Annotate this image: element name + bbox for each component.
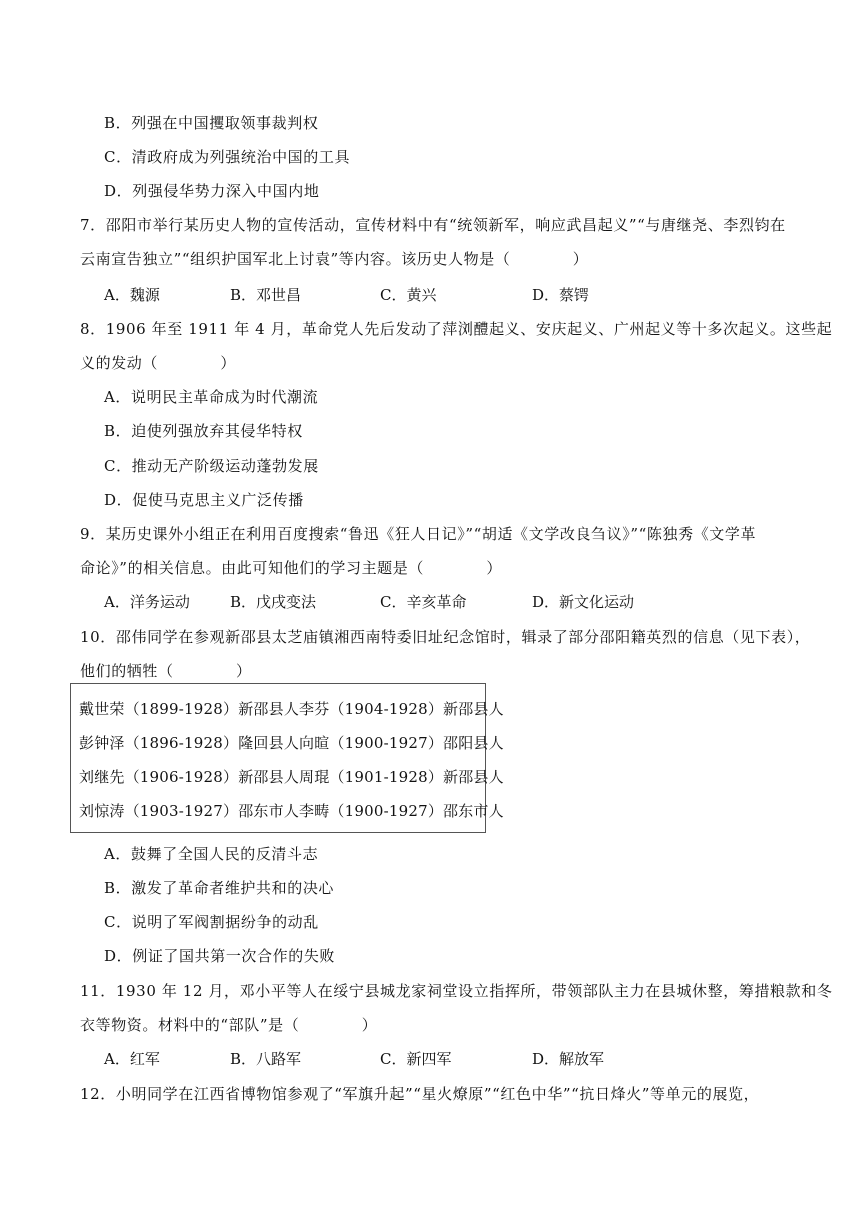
q7-option-b: B．邓世昌	[230, 286, 302, 304]
q7-option-d: D．蔡锷	[532, 286, 590, 304]
q11-option-d: D．解放军	[532, 1050, 605, 1068]
q8-option-c: C．推动无产阶级运动蓬勃发展	[104, 457, 319, 475]
q7-option-c: C．黄兴	[380, 286, 437, 304]
q8-stem-line1: 8．1906 年至 1911 年 4 月，革命党人先后发动了萍浏醴起义、安庆起义、广州起义等十多次起义。这些起	[80, 320, 833, 338]
q11-stem-line1: 11．1930 年 12 月，邓小平等人在绥宁县城龙家祠堂设立指挥所，带领部队主力在县城休整，筹措粮款和冬	[80, 982, 833, 1000]
q9-option-b: B．戊戌变法	[230, 593, 317, 611]
q10-stem-line1: 10．邵伟同学在参观新邵县太芝庙镇湘西南特委旧址纪念馆时，辑录了部分邵阳籍英烈的信息（见下表），	[80, 628, 811, 646]
q7-stem-line2: 云南宣告独立”“组织护国军北上讨袁”等内容。该历史人物是（ ）	[80, 250, 589, 268]
q9-stem-line1: 9．某历史课外小组正在利用百度搜索“鲁迅《狂人日记》”“胡适《文学改良刍议》”“陈独秀《文学革	[80, 525, 757, 543]
q8-option-d: D．促使马克思主义广泛传播	[104, 491, 304, 509]
q11-option-c: C．新四军	[380, 1050, 452, 1068]
q11-option-a: A．红军	[104, 1050, 160, 1068]
q10-option-b: B．激发了革命者维护共和的决心	[104, 879, 335, 897]
q9-option-a: A．洋务运动	[104, 593, 190, 611]
q10-stem-line2: 他们的牺牲（ ）	[80, 662, 252, 680]
q10-option-c: C．说明了军阀割据纷争的动乱	[104, 913, 319, 931]
q9-stem-line2: 命论》”的相关信息。由此可知他们的学习主题是（ ）	[80, 559, 502, 577]
q6-option-b: B．列强在中国攫取领事裁判权	[104, 114, 319, 132]
q6-option-d: D．列强侵华势力深入中国内地	[104, 182, 320, 200]
q8-stem-line2: 义的发动（ ）	[80, 354, 237, 372]
q10-option-d: D．例证了国共第一次合作的失败	[104, 947, 336, 965]
martyrs-row-4: 刘惊涛（1903-1927）邵东市人李畴（1900-1927）邵东市人	[79, 802, 504, 820]
q12-stem-line1: 12．小明同学在江西省博物馆参观了“军旗升起”“星火燎原”“红色中华”“抗日烽火”等单元的展览，	[80, 1085, 760, 1103]
martyrs-row-3: 刘继先（1906-1928）新邵县人周琨（1901-1928）新邵县人	[79, 768, 504, 786]
q9-option-d: D．新文化运动	[532, 593, 635, 611]
martyrs-row-2: 彭钟泽（1896-1928）隆回县人向暄（1900-1927）邵阳县人	[79, 734, 504, 752]
q7-stem-line1: 7．邵阳市举行某历史人物的宣传活动，宣传材料中有“统领新军，响应武昌起义”“与唐继尧、李烈钧在	[80, 216, 786, 234]
martyrs-row-1: 戴世荣（1899-1928）新邵县人李芬（1904-1928）新邵县人	[79, 700, 504, 718]
q6-option-c: C．清政府成为列强统治中国的工具	[104, 148, 351, 166]
q7-option-a: A．魏源	[104, 286, 160, 304]
q11-stem-line2: 衣等物资。材料中的“部队”是（ ）	[80, 1016, 378, 1034]
q8-option-b: B．迫使列强放弃其侵华特权	[104, 422, 303, 440]
martyrs-table	[70, 683, 504, 833]
q8-option-a: A．说明民主革命成为时代潮流	[104, 388, 319, 406]
q10-option-a: A．鼓舞了全国人民的反清斗志	[104, 845, 319, 863]
q11-option-b: B．八路军	[230, 1050, 302, 1068]
q9-option-c: C．辛亥革命	[380, 593, 467, 611]
